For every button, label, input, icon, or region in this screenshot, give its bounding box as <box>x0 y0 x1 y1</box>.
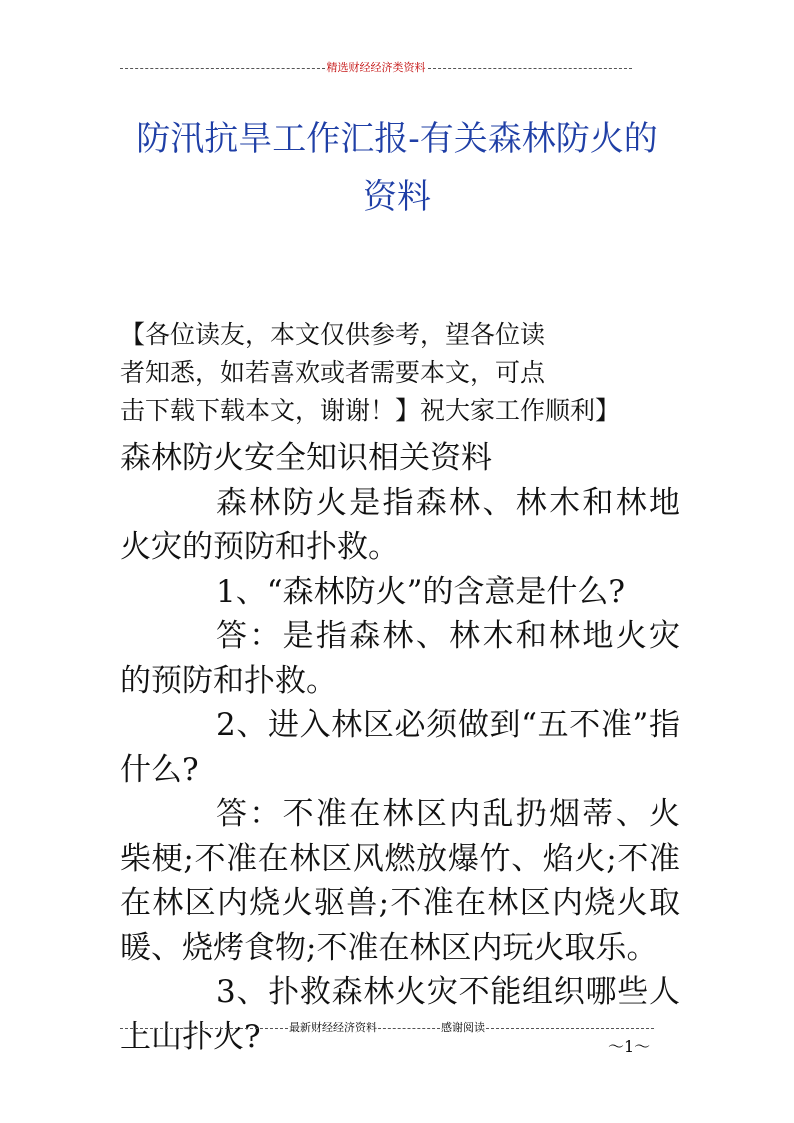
footer-divider-middle <box>378 1028 440 1029</box>
footer-divider-left <box>120 1028 288 1029</box>
header-divider-right <box>428 68 633 69</box>
footer-label-2: 感谢阅读 <box>441 1021 485 1034</box>
header-label: 精选财经经济类资料 <box>326 61 426 74</box>
footer-divider-right <box>486 1028 654 1029</box>
reader-notice-text: 【各位读友，本文仅供参考，望各位读 者知悉，如若喜欢或者需要本文，可点 击下载下载本文，谢谢！】祝大家工作顺利】 <box>120 320 621 425</box>
answer-paragraph: 答：是指森林、林木和林地火灾的预防和扑救。 <box>120 618 680 699</box>
header-divider-left <box>120 68 325 69</box>
reader-notice <box>120 278 640 430</box>
page-number: ～1～ <box>608 1037 651 1056</box>
question-paragraph: 3、扑救森林火灾不能组织哪些人上山扑火? <box>120 974 680 1055</box>
document-title <box>100 110 694 226</box>
body-paragraph: 森林防火是指森林、林木和林地火灾的预防和扑救。 <box>120 484 680 565</box>
question-paragraph: 1、“森林防火”的含意是什么? <box>216 573 626 610</box>
page-header <box>120 61 632 75</box>
body-paragraph: 森林防火安全知识相关资料 <box>120 440 492 476</box>
document-body <box>120 436 680 1059</box>
answer-paragraph: 答：不准在林区内乱扔烟蒂、火柴梗;不准在林区风燃放爆竹、焰火;不准在林区内烧火驱兽;不准在林区内烧火取暖、烧烤食物;不准在林区内玩火取乐。 <box>120 796 680 966</box>
page-footer <box>120 1021 654 1035</box>
title-line-2: 资料 <box>363 177 431 217</box>
question-paragraph: 2、进入林区必须做到“五不准”指什么? <box>120 707 680 788</box>
title-line-1: 防汛抗旱工作汇报-有关森林防火的 <box>136 119 658 159</box>
footer-label-1: 最新财经经济资料 <box>289 1021 377 1034</box>
